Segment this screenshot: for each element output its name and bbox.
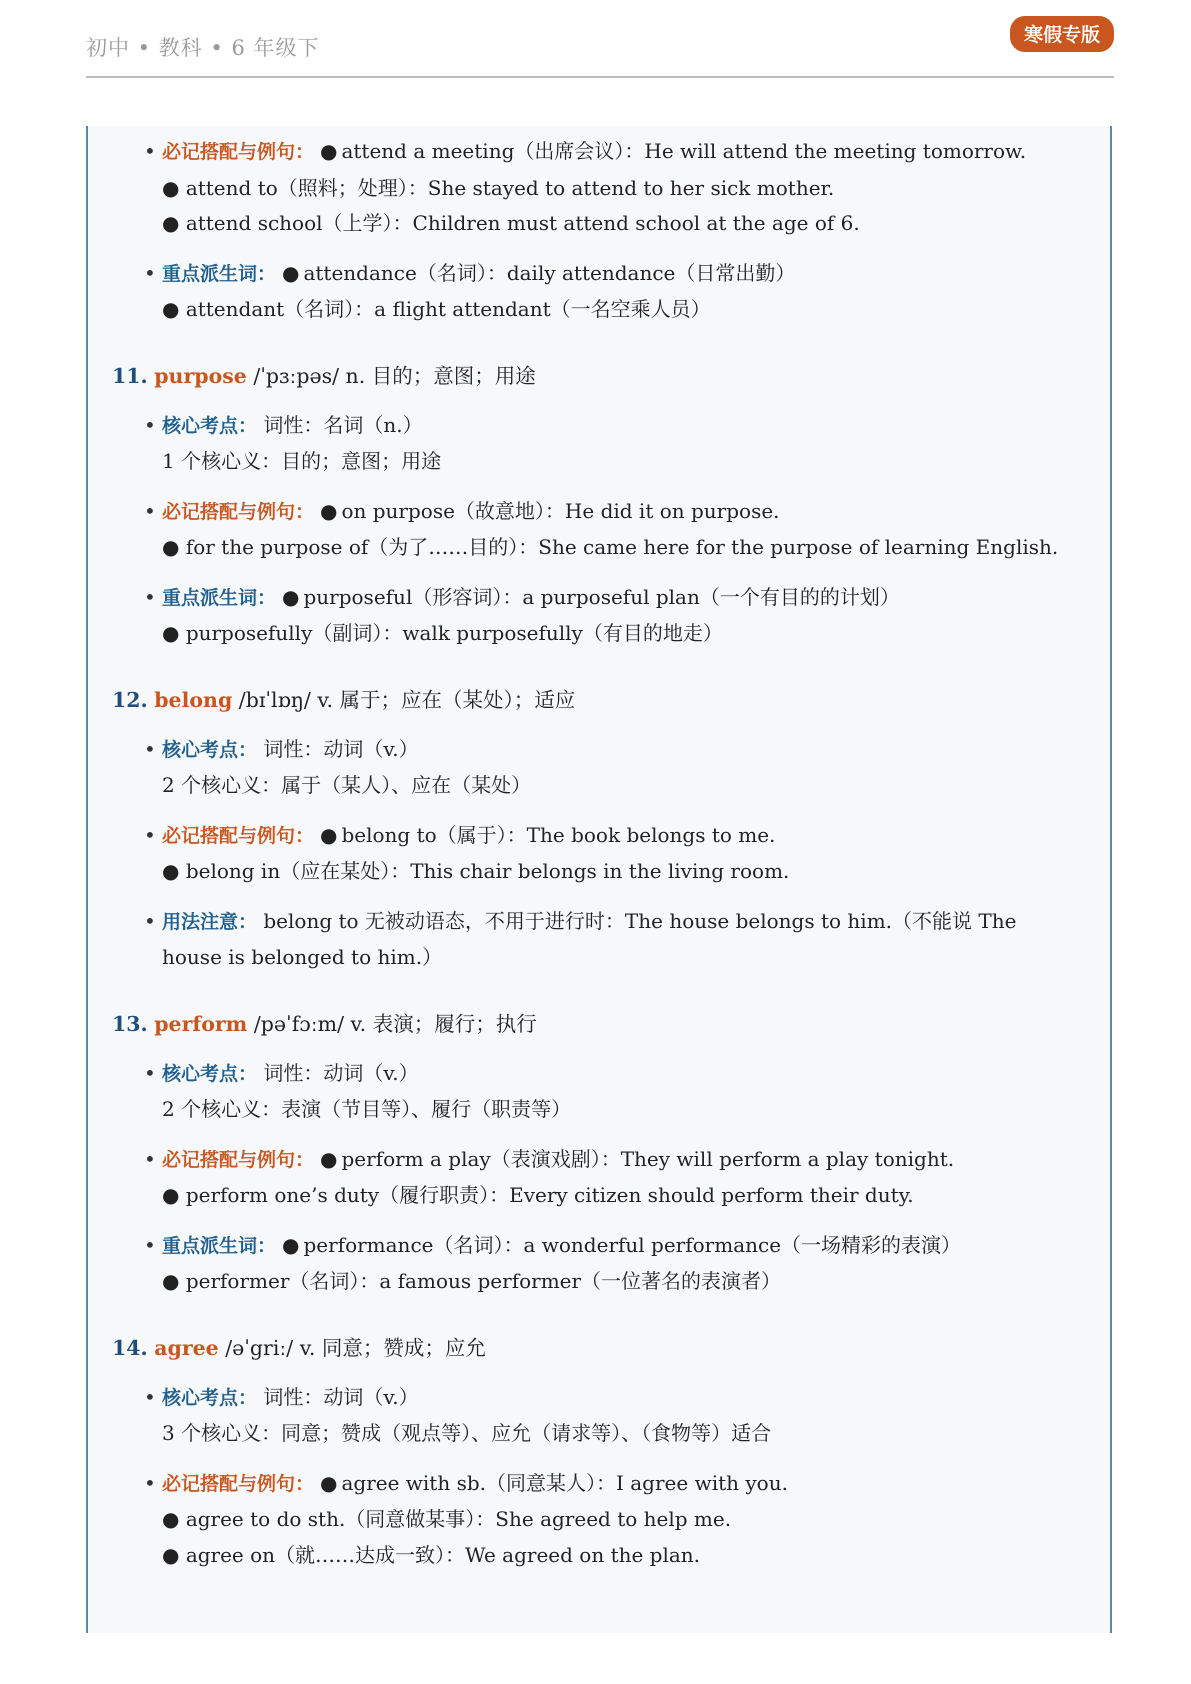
collocations-section: • 必记搭配与例句： ● perform a play（表演戏剧）：They will perform a play tonight. ● perform one’s duty（履行职责）：Every citizen should perform their duty. <box>144 1146 955 1207</box>
collocations-section: • 必记搭配与例句： ● on purpose（故意地）：He did it on purpose. ● for the purpose of（为了……目的）：She came here for the purpose of learning English. <box>144 498 1059 559</box>
usage-section: • 用法注意： belong to 无被动语态，不用于进行时：The house belongs to him.（不能说 The house is belonged to him.） <box>144 908 1017 969</box>
entry-number: 11. <box>112 363 148 388</box>
entry-agree: 14. agree /əˈgriː/ v. 同意；赞成；应允 <box>112 1335 486 1360</box>
entry-perform: 13. perform /pəˈfɔːm/ v. 表演；履行；执行 <box>112 1011 537 1036</box>
core-label: 核心考点： <box>162 414 258 437</box>
edition-badge: 寒假专版 <box>1010 16 1114 52</box>
collocations-section: • 必记搭配与例句： ● belong to（属于）：The book belongs to me. ● belong in（应在某处）：This chair belongs in the living room. <box>144 822 790 883</box>
collocations-section: • 必记搭配与例句： ● attend a meeting（出席会议）：He will attend the meeting tomorrow. ● attend to（照料；处理）：She stayed to attend to her sick mother. ● attend school（上学）：Children must attend school at the age of 6. <box>144 139 1027 235</box>
core-section: • 核心考点： 词性：动词（v.） 3 个核心义：同意；赞成（观点等）、应允（请求等）、（食物等）适合 <box>144 1384 772 1445</box>
entry-definition: /ˈpɜːpəs/ n. 目的；意图；用途 <box>246 363 536 388</box>
breadcrumb: 初中 • 教科 • 6 年级下 <box>86 36 320 60</box>
derivatives-label: 重点派生词： <box>162 262 277 285</box>
vocabulary-content <box>88 134 1110 1587</box>
page-header <box>86 22 1114 78</box>
collocations-label: 必记搭配与例句： <box>162 141 315 163</box>
derivative-line: attendant（名词）：a flight attendant（一名空乘人员） <box>185 297 711 321</box>
usage-label: 用法注意： <box>162 910 258 933</box>
derivative-line: attendance（名词）：daily attendance（日常出勤） <box>303 260 796 285</box>
vocabulary-panel <box>86 126 1112 1633</box>
collocation-line: attend to（照料；处理）：She stayed to attend to her sick mother. <box>185 175 835 200</box>
collocations-section: • 必记搭配与例句： ● agree with sb.（同意某人）：I agree with you. ● agree to do sth.（同意做某事）：She agreed to help me. ● agree on（就……达成一致）：We agreed on the plan. <box>144 1470 788 1567</box>
entry-belong: 12. belong /bɪˈlɒŋ/ v. 属于；应在（某处）；适应 <box>112 687 576 712</box>
derivatives-section: • 重点派生词： ● attendance（名词）：daily attendance（日常出勤） ● attendant（名词）：a flight attendant（一名空乘人员） <box>144 260 796 321</box>
core-section: • 核心考点： 词性：动词（v.） 2 个核心义：属于（某人）、应在（某处） <box>144 736 532 797</box>
collocation-line: attend a meeting（出席会议）：He will attend the meeting tomorrow. <box>341 139 1027 163</box>
derivatives-section: • 重点派生词： ● performance（名词）：a wonderful performance（一场精彩的表演） ● performer（名词）：a famous performer（一位著名的表演者） <box>144 1232 962 1293</box>
core-section: • 核心考点： 词性：动词（v.） 2 个核心义：表演（节目等）、履行（职责等） <box>144 1060 572 1121</box>
entry-purpose <box>112 358 1110 394</box>
core-section: • 核心考点： 词性：名词（n.） 1 个核心义：目的；意图；用途 <box>144 412 442 473</box>
derivatives-section: • 重点派生词： ● purposeful（形容词）：a purposeful plan（一个有目的的计划） ● purposefully（副词）：walk purposefully（有目的地走） <box>144 584 900 645</box>
entry-word: purpose <box>154 363 247 388</box>
collocation-line: attend school（上学）：Children must attend school at the age of 6. <box>185 211 860 235</box>
